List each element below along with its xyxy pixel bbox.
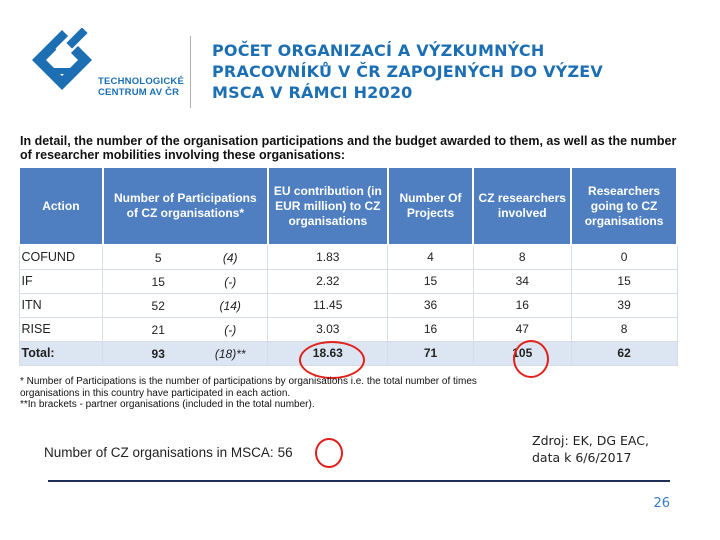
- tc-logo: [28, 28, 184, 108]
- cell-projects: 36: [388, 293, 474, 317]
- cell-cz-researchers: 105: [473, 341, 571, 365]
- cell-action: COFUND: [19, 245, 103, 269]
- participations-value: 15: [151, 274, 165, 289]
- source-line-2: data k 6/6/2017: [532, 450, 632, 465]
- cell-projects: 4: [388, 245, 474, 269]
- table-row: [19, 293, 677, 317]
- header-cz-researchers: CZ researchers involved: [473, 167, 571, 245]
- cell-eu-contribution: 1.83: [268, 245, 388, 269]
- source-line-1: Zdroj: EK, DG EAC,: [532, 433, 649, 448]
- cell-participations: [103, 269, 268, 293]
- cell-action: Total:: [19, 341, 103, 365]
- cell-participations: [103, 317, 268, 341]
- cz-organisation-count: [44, 445, 293, 460]
- title-line-1: POČET ORGANIZACÍ A VÝZKUMNÝCH: [212, 41, 545, 60]
- header-divider: [190, 36, 191, 108]
- cell-cz-researchers: 47: [473, 317, 571, 341]
- cell-participations: [103, 245, 268, 269]
- participations-value: 5: [154, 251, 162, 265]
- header-projects: Number Of Projects: [388, 167, 474, 245]
- data-source: [532, 432, 702, 466]
- table-footnotes: [20, 376, 490, 411]
- cell-projects: 16: [388, 317, 474, 341]
- highlight-circle-org-count: [315, 438, 343, 468]
- cell-eu-contribution: 3.03: [268, 317, 388, 341]
- partners-value: (-): [224, 322, 237, 337]
- header-incoming-researchers: Researchers going to CZ organisations: [571, 167, 677, 245]
- intro-text: In detail, the number of the organisation participations and the budget awarded to them, as well as the number of researcher mobilities involving these organisations:: [20, 134, 677, 162]
- participations-value: 52: [151, 298, 165, 313]
- cell-eu-contribution: 18.63: [268, 341, 388, 365]
- cell-projects: 71: [388, 341, 474, 365]
- slide-title: [212, 40, 692, 103]
- cell-incoming-researchers: 15: [571, 269, 677, 293]
- cell-participations: [103, 293, 268, 317]
- header-eu-contribution: EU contribution (in EUR million) to CZ organisations: [268, 167, 388, 245]
- highlight-circle-eu-total: [299, 341, 365, 379]
- table-header-row: [19, 167, 677, 245]
- highlight-circle-researchers-total: [513, 340, 549, 378]
- msca-participation-table: [18, 166, 678, 366]
- header-participations: Number of Participations of CZ organisations*: [103, 167, 268, 245]
- cell-projects: 15: [388, 269, 474, 293]
- cz-count-label: Number of CZ organisations in MSCA:: [44, 445, 274, 460]
- cell-action: RISE: [19, 317, 103, 341]
- cell-incoming-researchers: 62: [571, 341, 677, 365]
- cell-cz-researchers: 8: [473, 245, 571, 269]
- footer-divider: [48, 480, 670, 482]
- participations-value: 21: [151, 322, 165, 337]
- logo-line-2: CENTRUM AV ČR: [98, 87, 180, 98]
- table-row: [19, 269, 677, 293]
- cell-incoming-researchers: 8: [571, 317, 677, 341]
- cz-count-value: 56: [277, 445, 293, 460]
- partners-value: (-): [224, 274, 237, 289]
- logo-mark-icon: [28, 28, 100, 110]
- logo-line-1: TECHNOLOGICKÉ: [98, 76, 184, 87]
- footnote-line-2: organisations in this country have participated in each action.: [20, 387, 291, 399]
- participations-value: 93: [151, 346, 165, 361]
- title-line-2: PRACOVNÍKŮ V ČR ZAPOJENÝCH DO VÝZEV: [212, 62, 603, 81]
- cell-eu-contribution: 2.32: [268, 269, 388, 293]
- cell-action: ITN: [19, 293, 103, 317]
- header-action: Action: [19, 167, 103, 245]
- partners-value: (4): [222, 251, 238, 265]
- logo-wordmark: [98, 76, 184, 98]
- cell-participations: [103, 341, 268, 365]
- partners-value: (18)**: [214, 346, 246, 361]
- cell-action: IF: [19, 269, 103, 293]
- cell-incoming-researchers: 0: [571, 245, 677, 269]
- footnote-line-1: * Number of Participations is the number of participations by organisations i.e. the total number of times: [20, 376, 477, 387]
- cell-eu-contribution: 11.45: [268, 293, 388, 317]
- table-row: [19, 245, 677, 269]
- cell-incoming-researchers: 39: [571, 293, 677, 317]
- partners-value: (14): [219, 298, 241, 313]
- footnote-line-3: **In brackets - partner organisations (included in the total number).: [20, 399, 315, 410]
- title-line-3: MSCA V RÁMCI H2020: [212, 83, 413, 102]
- cell-cz-researchers: 34: [473, 269, 571, 293]
- table-row: [19, 317, 677, 341]
- cell-cz-researchers: 16: [473, 293, 571, 317]
- page-number: 26: [653, 496, 670, 511]
